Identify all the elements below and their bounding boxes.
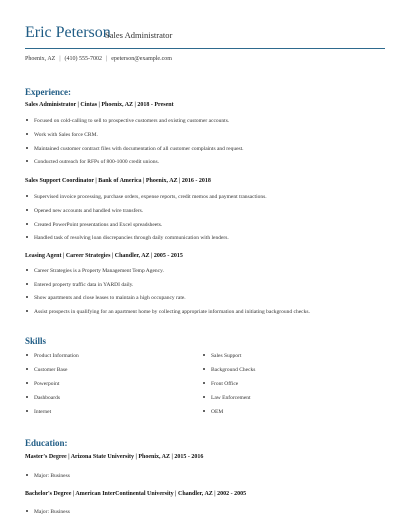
contact-separator: | [59,56,61,62]
list-item: Major: Business [26,509,70,515]
bullet-icon [26,236,28,238]
job-heading: Leasing Agent | Career Strategies | Chandler, AZ | 2005 - 2015 [25,253,183,259]
bullet-icon [26,209,28,211]
list-item: Show apartments and close leases to maintain a high occupancy rate. [26,295,186,301]
bullet-icon [26,160,28,162]
bullet-icon [26,382,28,384]
bullet-icon [26,310,28,312]
bullet-icon [26,354,28,356]
bullet-icon [26,195,28,197]
header-divider [25,48,385,49]
bullet-icon [26,396,28,398]
bullet-icon [203,396,205,398]
bullet-icon [26,119,28,121]
bullet-icon [26,283,28,285]
skills-heading: Skills [25,336,47,346]
bullet-icon [26,368,28,370]
contact-location: Phoenix, AZ [25,56,56,62]
skill-item: Sales Support [203,353,241,359]
job-heading: Sales Administrator | Cintas | Phoenix, AZ | 2018 - Present [25,102,174,108]
bullet-icon [26,474,28,476]
contact-phone: (410) 555-7002 [64,56,103,62]
bullet-icon [26,147,28,149]
bullet-icon [26,296,28,298]
degree-heading: Bachelor's Degree | American InterContinental University | Chandler, AZ | 2002 - 2005 [25,491,247,497]
skill-item: Powerpoint [26,381,59,387]
skill-item: Customer Base [26,367,67,373]
bullet-icon [203,382,205,384]
skill-item: Dashboards [26,395,60,401]
job-heading: Sales Support Coordinator | Bank of America | Phoenix, AZ | 2016 - 2018 [25,178,211,184]
bullet-icon [26,133,28,135]
list-item: Opened new accounts and handled wire transfers. [26,208,143,214]
candidate-name: Eric Peterson [25,24,111,41]
list-item: Conducted outreach for RFPs of 800-1000 credit unions. [26,159,159,165]
contact-line [25,56,172,62]
experience-heading: Experience: [25,87,71,97]
education-heading: Education: [25,438,68,448]
list-item: Career Strategies is a Property Management Temp Agency. [26,268,164,274]
list-item: Created PowerPoint presentations and Excel spreadsheets. [26,222,162,228]
list-item: Handled task of resolving loan discrepancies through daily communication with lenders. [26,235,229,241]
list-item: Major: Business [26,473,70,479]
candidate-role: Sales Administrator [105,30,173,40]
list-item: Work with Sales force CRM. [26,132,98,138]
skill-item: Product Information [26,353,79,359]
list-item: Maintained customer contract files with documentation of all customer complaints and request. [26,146,244,152]
bullet-icon [26,410,28,412]
skill-item: Front Office [203,381,238,387]
skill-item: OEM [203,409,223,415]
bullet-icon [26,269,28,271]
bullet-icon [26,510,28,512]
contact-separator: | [106,56,108,62]
skill-item: Background Checks [203,367,255,373]
skill-item: Internet [26,409,51,415]
bullet-icon [26,223,28,225]
bullet-icon [203,354,205,356]
skill-item: Law Enforcement [203,395,251,401]
list-item: Focused on cold-calling to sell to prospective customers and existing customer accounts. [26,118,229,124]
bullet-icon [203,410,205,412]
list-item: Assist prospects in qualifying for an apartment home by collecting appropriate information and initiating background checks. [26,309,310,315]
list-item: Entered property traffic data in YARDI daily. [26,282,133,288]
list-item: Supervised invoice processing, purchase orders, expense reports, credit memos and payment transactions. [26,194,267,200]
degree-heading: Master's Degree | Arizona State University | Phoenix, AZ | 2015 - 2016 [25,454,204,460]
contact-email: epeterson@example.com [111,56,172,62]
bullet-icon [203,368,205,370]
